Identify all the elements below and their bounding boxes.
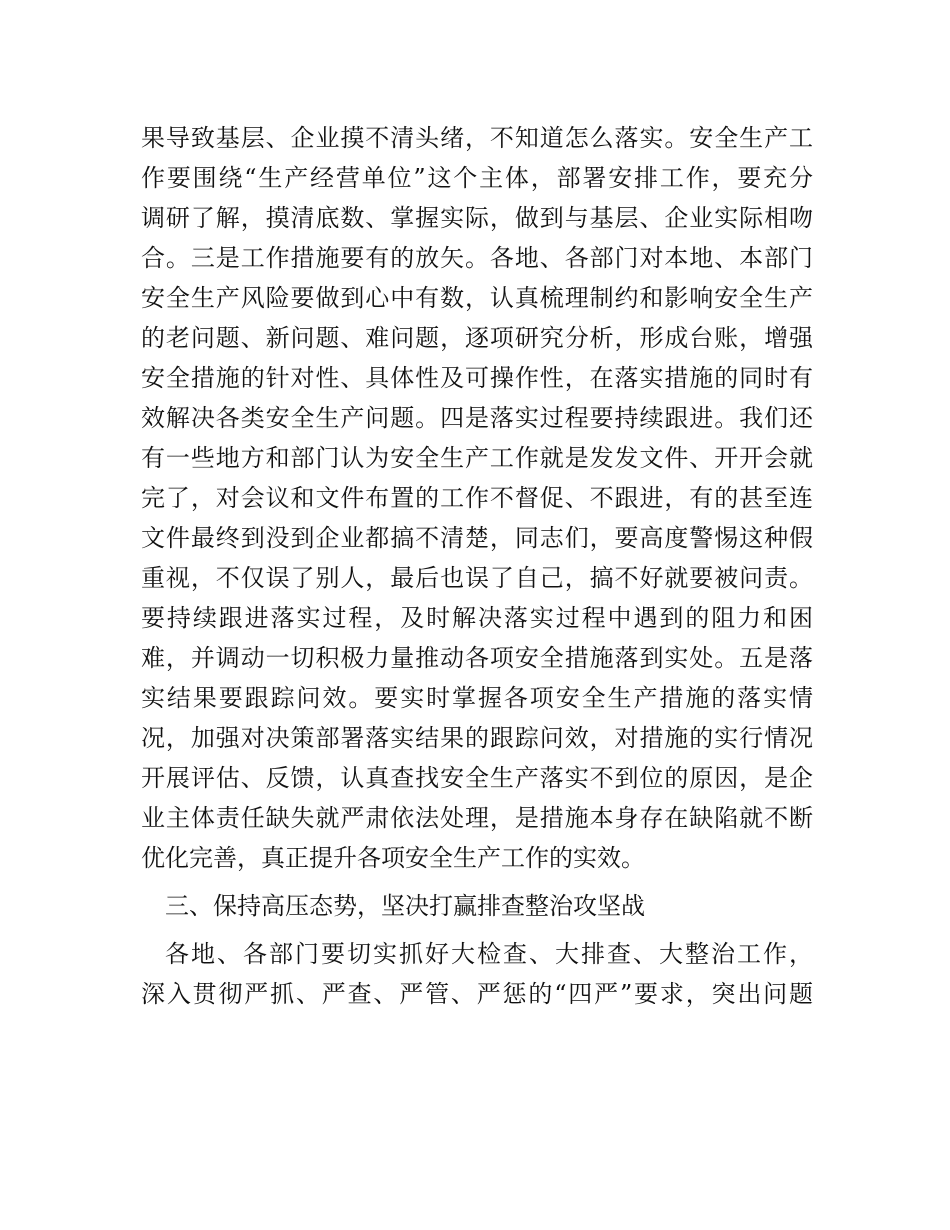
text-line: 重视，不仅误了别人，最后也误了自己，搞不好就要被问责。 — [141, 564, 813, 592]
text-line: 要持续跟进落实过程，及时解决落实过程中遇到的阻力和困 — [141, 604, 813, 632]
text-line: 难，并调动一切积极力量推动各项安全措施落到实处。五是落 — [141, 644, 813, 672]
text-line: 文件最终到没到企业都搞不清楚，同志们，要高度警惕这种假 — [141, 524, 813, 552]
text-line: 完了，对会议和文件布置的工作不督促、不跟进，有的甚至连 — [141, 484, 813, 512]
text-line: 安全措施的针对性、具体性及可操作性，在落实措施的同时有 — [141, 364, 813, 392]
text-line: 有一些地方和部门认为安全生产工作就是发发文件、开开会就 — [141, 444, 813, 472]
paragraph — [141, 934, 813, 1014]
text-line: 况，加强对决策部署落实结果的跟踪问效，对措施的实行情况 — [141, 724, 813, 752]
text-line: 合。三是工作措施要有的放矢。各地、各部门对本地、本部门 — [141, 244, 813, 272]
text-line: 安全生产风险要做到心中有数，认真梳理制约和影响安全生产 — [141, 284, 813, 312]
text-line: 业主体责任缺失就严肃依法处理，是措施本身存在缺陷就不断 — [141, 804, 813, 832]
text-line: 作要围绕“生产经营单位”这个主体，部署安排工作，要充分 — [141, 164, 813, 192]
text-line: 果导致基层、企业摸不清头绪，不知道怎么落实。安全生产工 — [141, 124, 813, 152]
text-line: 优化完善，真正提升各项安全生产工作的实效。 — [141, 844, 645, 872]
text-line: 深入贯彻严抓、严查、严管、严惩的“四严”要求，突出问题 — [141, 980, 813, 1008]
text-line: 实结果要跟踪问效。要实时掌握各项安全生产措施的落实情 — [141, 684, 813, 712]
text-line: 开展评估、反馈，认真查找安全生产落实不到位的原因，是企 — [141, 764, 813, 792]
document-body — [141, 118, 813, 1014]
text-line: 效解决各类安全生产问题。四是落实过程要持续跟进。我们还 — [141, 404, 813, 432]
section-heading: 三、保持高压态势，坚决打赢排查整治攻坚战 — [165, 892, 645, 920]
text-line: 的老问题、新问题、难问题，逐项研究分析，形成台账，增强 — [141, 324, 813, 352]
text-line: 调研了解，摸清底数、掌握实际，做到与基层、企业实际相吻 — [141, 204, 813, 232]
paragraph-continuation — [141, 118, 813, 878]
text-line: 各地、各部门要切实抓好大检查、大排查、大整治工作， — [165, 940, 813, 968]
